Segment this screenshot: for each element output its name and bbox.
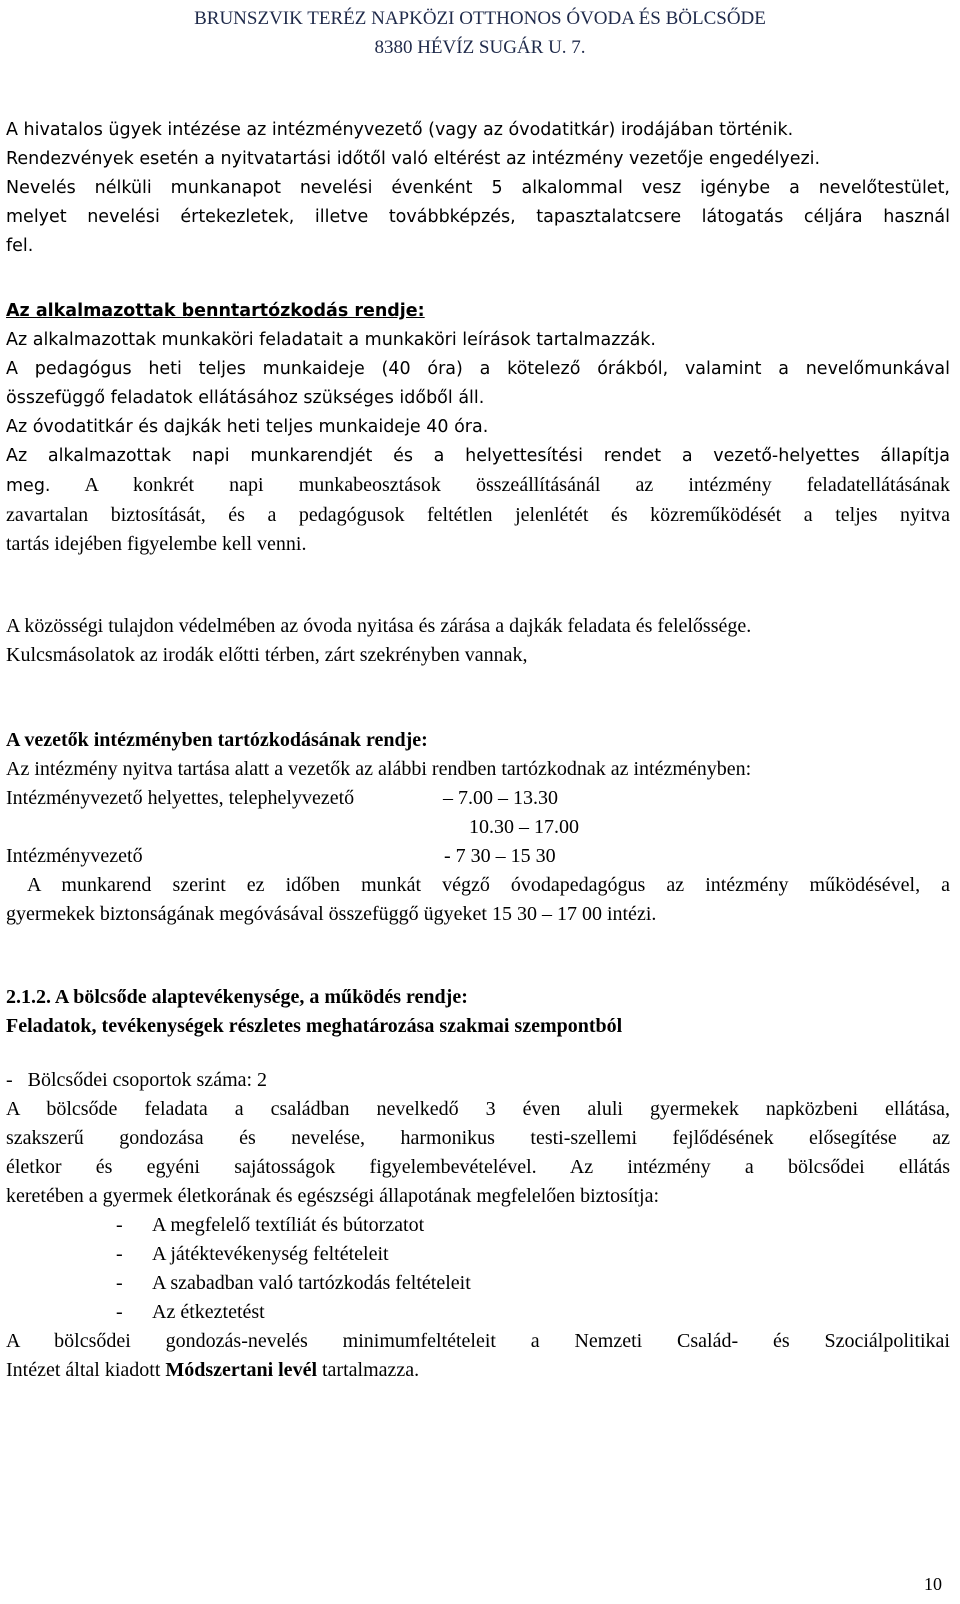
text-line: Rendezvények esetén a nyitvatartási időtől való eltérést az intézmény vezetője engedélyezi. — [6, 149, 821, 169]
text-line: Intézet által kiadott Módszertani levél tartalmazza. — [6, 1359, 420, 1381]
text-line: A bölcsőde feladata a családban nevelkedő 3 éven aluli gyermekek napközbeni ellátása, — [6, 1098, 950, 1120]
text-line: A bölcsődei gondozás-nevelés minimumfeltételeit a Nemzeti Család- és Szociálpolitikai — [6, 1330, 950, 1352]
header-address: 8380 HÉVÍZ SUGÁR U. 7. — [374, 37, 586, 58]
text-line: Az intézmény nyitva tartása alatt a vezetők az alábbi rendben tartózkodnak az intézményben: — [6, 758, 752, 780]
header-institution-name: BRUNSZVIK TERÉZ NAPKÖZI OTTHONOS ÓVODA ÉS BÖLCSŐDE — [194, 8, 766, 29]
text-line: életkor és egyéni sajátosságok figyelembevételével. Az intézmény a bölcsődei ellátás — [6, 1156, 950, 1178]
emphasis-methodology-letter: Módszertani levél — [165, 1359, 317, 1381]
section-subheading: Feladatok, tevékenységek részletes meghatározása szakmai szempontból — [6, 1015, 623, 1037]
section-nursery — [6, 983, 950, 1041]
text-line: Az alkalmazottak munkaköri feladatait a munkaköri leírások tartalmazzák. — [6, 330, 656, 350]
text-line: meg. A konkrét napi munkabeosztások összeállításánál az intézmény feladatellátásának — [6, 474, 950, 496]
page-header — [0, 4, 960, 62]
text-line: A közösségi tulajdon védelmében az óvoda nyitása és zárása a dajkák feladata és felelőssége. — [6, 615, 752, 637]
text-line: fel. — [6, 236, 34, 256]
schedule-row-time: – 7.00 – 13.30 — [443, 787, 558, 809]
text-line: Nevelés nélküli munkanapot nevelési évenként 5 alkalommal vesz igénybe a nevelőtestület, — [6, 178, 950, 198]
text-line: A hivatalos ügyek intézése az intézményvezető (vagy az óvodatitkár) irodájában történik. — [6, 120, 794, 140]
text-line: A munkarend szerint ez időben munkát végző óvodapedagógus az intézmény működésével, a — [6, 874, 950, 896]
schedule-row-time: 10.30 – 17.00 — [469, 816, 579, 838]
paragraph-nursery-tasks — [6, 1066, 950, 1211]
text-line: zavartalan biztosítását, és a pedagógusok feltétlen jelenlétét és közreműködését a teljes nyitva — [6, 504, 950, 526]
text-line: tartás idejében figyelembe kell venni. — [6, 533, 307, 555]
paragraph-office-affairs — [6, 116, 950, 261]
text-line: keretében a gyermek életkorának és egészségi állapotának megfelelően biztosítja: — [6, 1185, 660, 1207]
text-line: melyet nevelési értekezletek, illetve továbbképzés, tapasztalatcsere látogatás céljára használ — [6, 207, 950, 227]
provision-list — [116, 1211, 471, 1327]
paragraph-teacher-duty — [6, 871, 950, 929]
text-line: összefüggő feladatok ellátásához szükséges időből áll. — [6, 388, 485, 408]
section-staff-presence — [6, 297, 950, 471]
text-line: A pedagógus heti teljes munkaideje (40 óra) a kötelező órákból, valamint a nevelőmunkával — [6, 359, 950, 379]
group-count: - Bölcsődei csoportok száma: 2 — [6, 1069, 268, 1091]
list-item: - A szabadban való tartózkodás feltételeit — [116, 1272, 471, 1294]
list-item: - Az étkeztetést — [116, 1301, 265, 1323]
paragraph-property-protection — [6, 612, 950, 670]
schedule-row-time: - 7 30 – 15 30 — [444, 845, 556, 867]
text-line: Kulcsmásolatok az irodák előtti térben, zárt szekrényben vannak, — [6, 644, 528, 666]
schedule-row-label: Intézményvezető — [6, 845, 143, 867]
section-heading: 2.1.2. A bölcsőde alaptevékenysége, a működés rendje: — [6, 986, 468, 1008]
section-leaders-presence — [6, 726, 950, 784]
section-staff-presence-cont — [6, 471, 950, 559]
text-line: szakszerű gondozása és nevelése, harmonikus testi-szellemi fejlődésének elősegítése az — [6, 1127, 950, 1149]
list-item: - A játéktevékenység feltételeit — [116, 1243, 389, 1265]
schedule-row-label: Intézményvezető helyettes, telephelyvezető — [6, 787, 355, 809]
section-heading: Az alkalmazottak benntartózkodás rendje: — [6, 301, 425, 321]
paragraph-minimum-conditions — [6, 1327, 950, 1385]
text-line: Az alkalmazottak napi munkarendjét és a helyettesítési rendet a vezető-helyettes állapítja — [6, 446, 950, 466]
text-line: Az óvodatitkár és dajkák heti teljes munkaideje 40 óra. — [6, 417, 489, 437]
section-heading: A vezetők intézményben tartózkodásának rendje: — [6, 729, 428, 751]
list-item: - A megfelelő textíliát és bútorzatot — [116, 1214, 425, 1236]
text-line: gyermekek biztonságának megóvásával összefüggő ügyeket 15 30 – 17 00 intézi. — [6, 903, 657, 925]
page-number: 10 — [924, 1574, 942, 1594]
